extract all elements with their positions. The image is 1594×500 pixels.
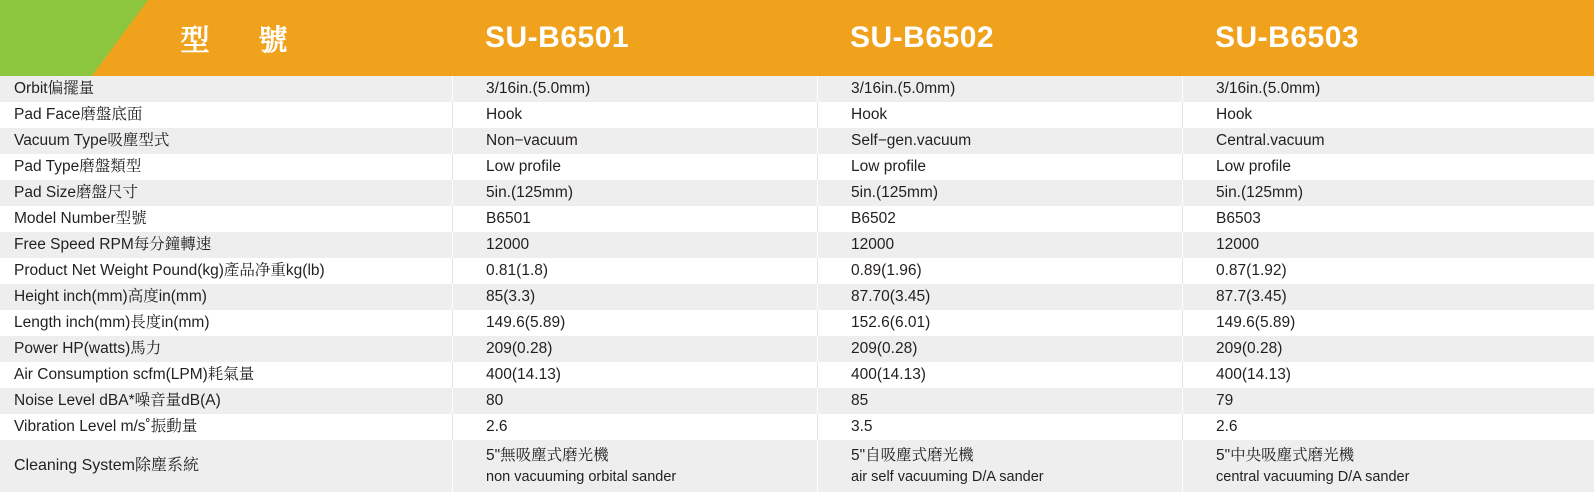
table-row xyxy=(0,258,1594,284)
row-value-3: 149.6(5.89) xyxy=(1182,310,1547,336)
header-row xyxy=(0,0,1594,76)
row-value-2: 85 xyxy=(817,388,1182,414)
row-value-1 xyxy=(452,440,817,492)
row-value-3: 0.87(1.92) xyxy=(1182,258,1547,284)
row-value-1-line1: 5"無吸塵式磨光機 xyxy=(486,446,609,464)
table-row xyxy=(0,76,1594,102)
row-value-2: Hook xyxy=(817,102,1182,128)
row-value-2: 0.89(1.96) xyxy=(817,258,1182,284)
row-value-2: 3.5 xyxy=(817,414,1182,440)
row-label: Pad Type磨盤類型 xyxy=(14,158,142,176)
table-row xyxy=(0,232,1594,258)
table-header xyxy=(0,0,1594,76)
header-column-3: SU-B6503 xyxy=(1215,21,1360,54)
row-label: Cleaning System除塵系統 xyxy=(14,456,199,474)
row-value-3 xyxy=(1182,440,1547,492)
row-label: Height inch(mm)高度in(mm) xyxy=(14,288,207,306)
row-label: Pad Size磨盤尺寸 xyxy=(14,184,139,202)
row-value-2: 12000 xyxy=(817,232,1182,258)
row-value-2: Self−gen.vacuum xyxy=(817,128,1182,154)
row-value-1: 0.81(1.8) xyxy=(452,258,817,284)
row-label: Free Speed RPM每分鐘轉速 xyxy=(14,236,212,254)
row-label: Length inch(mm)長度in(mm) xyxy=(14,314,210,332)
row-value-1: 85(3.3) xyxy=(452,284,817,310)
row-value-3: 5in.(125mm) xyxy=(1182,180,1547,206)
row-value-2: 87.70(3.45) xyxy=(817,284,1182,310)
row-value-1: 5in.(125mm) xyxy=(452,180,817,206)
row-value-2 xyxy=(817,440,1182,492)
row-value-2-line2: air self vacuuming D/A sander xyxy=(851,468,1044,485)
row-value-3: 400(14.13) xyxy=(1182,362,1547,388)
row-value-3: 209(0.28) xyxy=(1182,336,1547,362)
row-value-3: Hook xyxy=(1182,102,1547,128)
row-value-1: 149.6(5.89) xyxy=(452,310,817,336)
table-row xyxy=(0,388,1594,414)
row-label: Model Number型號 xyxy=(14,210,147,228)
row-value-3: Central.vacuum xyxy=(1182,128,1547,154)
row-label: Power HP(watts)馬力 xyxy=(14,340,162,358)
row-value-1: 80 xyxy=(452,388,817,414)
row-value-1: B6501 xyxy=(452,206,817,232)
row-label: Pad Face磨盤底面 xyxy=(14,106,143,124)
row-label: Air Consumption scfm(LPM)耗氣量 xyxy=(14,366,255,384)
row-value-1-line2: non vacuuming orbital sander xyxy=(486,468,677,485)
row-label: Product Net Weight Pound(kg)產品净重kg(lb) xyxy=(14,262,325,280)
row-value-3: 3/16in.(5.0mm) xyxy=(1182,76,1547,102)
row-value-1: 3/16in.(5.0mm) xyxy=(452,76,817,102)
row-value-3: 12000 xyxy=(1182,232,1547,258)
row-value-2: 152.6(6.01) xyxy=(817,310,1182,336)
row-value-1: 12000 xyxy=(452,232,817,258)
table-row xyxy=(0,206,1594,232)
table-row xyxy=(0,102,1594,128)
row-value-3: Low profile xyxy=(1182,154,1547,180)
table-row xyxy=(0,284,1594,310)
row-value-3: 2.6 xyxy=(1182,414,1547,440)
row-value-2: 400(14.13) xyxy=(817,362,1182,388)
row-label: Orbit偏擺量 xyxy=(14,80,95,98)
row-value-3: 87.7(3.45) xyxy=(1182,284,1547,310)
table-row-cleaning-system xyxy=(0,440,1594,492)
row-value-2: 3/16in.(5.0mm) xyxy=(817,76,1182,102)
table-row xyxy=(0,128,1594,154)
header-column-2: SU-B6502 xyxy=(850,21,995,54)
row-value-3: B6503 xyxy=(1182,206,1547,232)
row-value-1: Hook xyxy=(452,102,817,128)
row-label: Vibration Level m/s˚振動量 xyxy=(14,418,198,436)
table-row xyxy=(0,414,1594,440)
row-value-3-line1: 5"中央吸塵式磨光機 xyxy=(1216,446,1355,464)
row-value-1: Low profile xyxy=(452,154,817,180)
header-model-label: 型 號 xyxy=(180,24,298,57)
table-row xyxy=(0,180,1594,206)
row-value-2-line1: 5"自吸塵式磨光機 xyxy=(851,446,974,464)
table-row xyxy=(0,310,1594,336)
row-value-1: 209(0.28) xyxy=(452,336,817,362)
row-value-2: Low profile xyxy=(817,154,1182,180)
row-value-1: 400(14.13) xyxy=(452,362,817,388)
row-label: Noise Level dBA*噪音量dB(A) xyxy=(14,392,221,410)
row-value-1: Non−vacuum xyxy=(452,128,817,154)
table-row xyxy=(0,336,1594,362)
row-label: Vacuum Type吸塵型式 xyxy=(14,132,170,150)
row-value-3-line2: central vacuuming D/A sander xyxy=(1216,468,1410,485)
table-row xyxy=(0,362,1594,388)
row-value-2: 209(0.28) xyxy=(817,336,1182,362)
row-value-3: 79 xyxy=(1182,388,1547,414)
header-column-1: SU-B6501 xyxy=(485,21,630,54)
row-value-2: B6502 xyxy=(817,206,1182,232)
table-row xyxy=(0,154,1594,180)
table-body xyxy=(0,76,1594,492)
row-value-2: 5in.(125mm) xyxy=(817,180,1182,206)
row-value-1: 2.6 xyxy=(452,414,817,440)
